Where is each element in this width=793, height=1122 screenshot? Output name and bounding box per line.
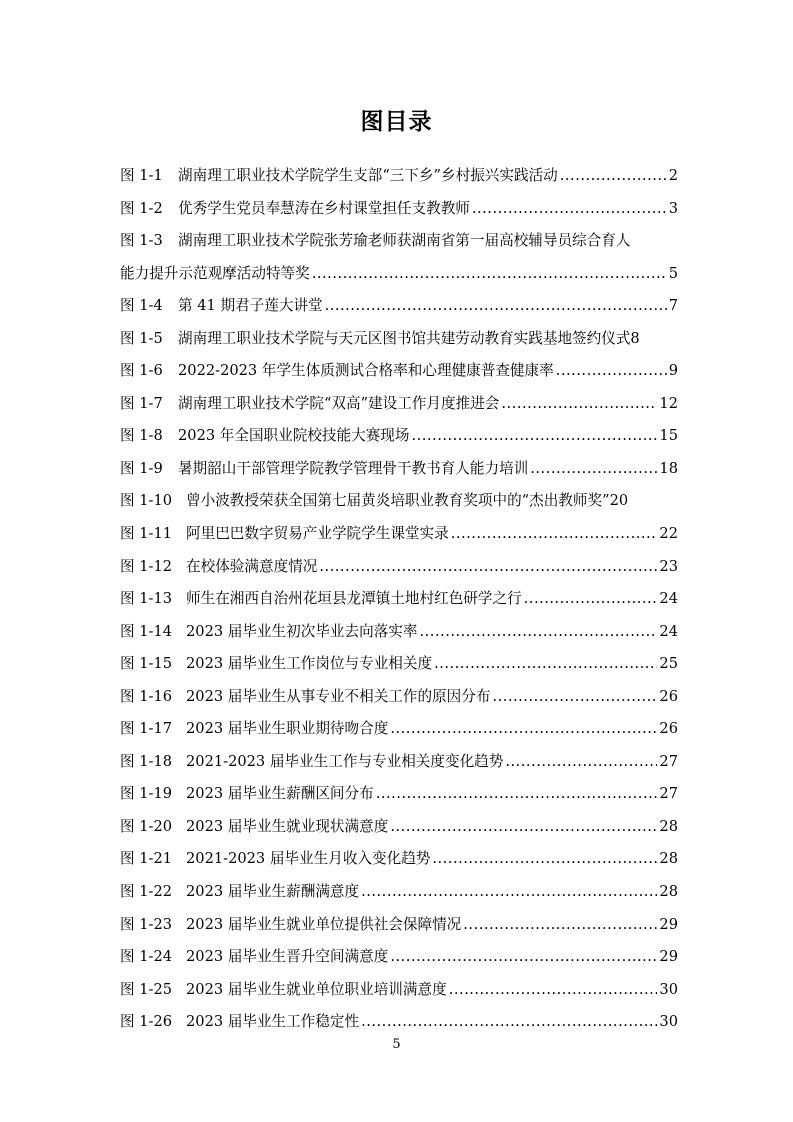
dot-leader xyxy=(492,681,657,714)
toc-entry-title: 2023 届毕业生职业期待吻合度 xyxy=(186,720,389,738)
toc-entry[interactable] xyxy=(120,909,678,942)
dot-leader xyxy=(361,1006,657,1039)
toc-entry-title: 2023 年全国职业院校技能大赛现场 xyxy=(178,427,410,445)
dot-leader xyxy=(556,355,667,388)
dot-leader xyxy=(420,616,658,649)
toc-entry-title: 2022-2023 年学生体质测试合格率和心理健康普查健康率 xyxy=(178,362,554,380)
toc-entry[interactable] xyxy=(120,225,678,258)
toc-entry-page: 29 xyxy=(659,948,678,966)
dot-leader xyxy=(472,193,667,226)
toc-entry-label: 图 1-13 xyxy=(120,590,173,608)
toc-entry-label: 图 1-25 xyxy=(120,980,173,998)
toc-entry-title: 2021-2023 届毕业生月收入变化趋势 xyxy=(186,850,431,868)
toc-entry-page: 26 xyxy=(659,720,678,738)
toc-entry-label: 图 1-8 xyxy=(120,427,163,445)
toc-entry-continuation[interactable] xyxy=(120,258,678,291)
toc-entry-title: 2023 届毕业生薪酬区间分布 xyxy=(186,785,374,803)
toc-entry-label: 图 1-23 xyxy=(120,915,173,933)
toc-entry[interactable] xyxy=(120,160,678,193)
dot-leader xyxy=(432,843,657,876)
toc-entry-label: 图 1-12 xyxy=(120,557,173,575)
toc-entry[interactable] xyxy=(120,485,678,518)
toc-entry-label: 图 1-5 xyxy=(120,329,163,347)
toc-entry[interactable] xyxy=(120,551,678,584)
toc-entry[interactable] xyxy=(120,453,678,486)
toc-entry[interactable] xyxy=(120,746,678,779)
toc-entry-label: 图 1-6 xyxy=(120,362,163,380)
toc-entry-title: 湖南理工职业技术学院与天元区图书馆共建劳动教育实践基地签约仪式 xyxy=(178,329,631,347)
toc-entry-label: 图 1-7 xyxy=(120,394,163,412)
toc-entry-label: 图 1-9 xyxy=(120,459,163,477)
toc-entry-page: 27 xyxy=(659,785,678,803)
toc-entry-label: 图 1-10 xyxy=(120,492,173,510)
toc-entry[interactable] xyxy=(120,713,678,746)
toc-entry[interactable] xyxy=(120,778,678,811)
toc-entry-label: 图 1-2 xyxy=(120,199,163,217)
toc-entry[interactable] xyxy=(120,616,678,649)
toc-entry-title: 2023 届毕业生就业单位提供社会保障情况 xyxy=(186,915,462,933)
dot-leader xyxy=(560,160,667,193)
toc-entry-label: 图 1-21 xyxy=(120,850,173,868)
toc-entry-title: 优秀学生党员奉慧涛在乡村课堂担任支教教师 xyxy=(178,199,470,217)
toc-entry-label: 图 1-22 xyxy=(120,883,173,901)
toc-entry-title: 暑期韶山干部管理学院教学管理骨干教书育人能力培训 xyxy=(178,459,529,477)
dot-leader xyxy=(434,648,657,681)
toc-entry-title: 2023 届毕业生从事专业不相关工作的原因分布 xyxy=(186,687,491,705)
toc-entry-title: 2023 届毕业生薪酬满意度 xyxy=(186,883,360,901)
dot-leader xyxy=(449,974,658,1007)
toc-entry[interactable] xyxy=(120,193,678,226)
toc-entry-page: 25 xyxy=(659,655,678,673)
toc-entry-page: 24 xyxy=(659,622,678,640)
toc-entry-label: 图 1-16 xyxy=(120,687,173,705)
toc-entry-label: 图 1-26 xyxy=(120,1013,173,1031)
toc-entry[interactable] xyxy=(120,583,678,616)
toc-entry-page: 7 xyxy=(668,297,678,315)
toc-entry-label: 图 1-24 xyxy=(120,948,173,966)
toc-entry-page: 27 xyxy=(659,752,678,770)
toc-entry-page: 28 xyxy=(659,817,678,835)
dot-leader xyxy=(319,551,657,584)
toc-entry-label: 图 1-15 xyxy=(120,655,173,673)
toc-entry-label: 图 1-1 xyxy=(120,167,163,184)
toc-entry-page: 3 xyxy=(668,199,678,217)
toc-entry[interactable] xyxy=(120,843,678,876)
toc-entry-title: 湖南理工职业技术学院学生支部“三下乡”乡村振兴实践活动 xyxy=(178,167,558,184)
toc-entry[interactable] xyxy=(120,876,678,909)
dot-leader xyxy=(361,876,657,909)
toc-entry-title: 湖南理工职业技术学院“双高”建设工作月度推进会 xyxy=(178,394,500,412)
toc-entry-page: 12 xyxy=(659,394,678,412)
dot-leader xyxy=(463,909,657,942)
toc-entry-label: 图 1-3 xyxy=(120,232,163,250)
toc-entry-page: 24 xyxy=(659,590,678,608)
toc-entry[interactable] xyxy=(120,648,678,681)
figure-list xyxy=(120,160,678,1039)
dot-leader xyxy=(312,258,667,291)
toc-entry-page: 30 xyxy=(659,980,678,998)
toc-entry[interactable] xyxy=(120,974,678,1007)
toc-entry-page: 2 xyxy=(668,167,678,184)
toc-entry-label: 图 1-19 xyxy=(120,785,173,803)
dot-leader xyxy=(524,583,658,616)
toc-entry-page: 26 xyxy=(659,687,678,705)
toc-entry-label: 图 1-11 xyxy=(120,525,173,543)
toc-entry-label: 图 1-17 xyxy=(120,720,173,738)
toc-entry-page: 22 xyxy=(659,525,678,543)
toc-entry-title-continued: 能力提升示范观摩活动特等奖 xyxy=(120,264,310,282)
dot-leader xyxy=(412,420,658,453)
toc-entry[interactable] xyxy=(120,290,678,323)
dot-leader xyxy=(325,290,667,323)
dot-leader xyxy=(505,746,657,779)
toc-entry[interactable] xyxy=(120,681,678,714)
toc-entry-label: 图 1-20 xyxy=(120,817,173,835)
page-number: 5 xyxy=(392,1037,401,1052)
toc-entry-page: 5 xyxy=(668,264,678,282)
toc-entry-page: 15 xyxy=(659,427,678,445)
toc-entry-title: 2023 届毕业生就业单位职业培训满意度 xyxy=(186,980,447,998)
toc-entry-title: 在校体验满意度情况 xyxy=(186,557,318,575)
toc-entry-title: 第 41 期君子莲大讲堂 xyxy=(178,297,323,315)
page-title: 图目录 xyxy=(360,109,433,135)
toc-entry-title: 2023 届毕业生初次毕业去向落实率 xyxy=(186,622,418,640)
dot-leader xyxy=(451,518,658,551)
toc-entry-title: 阿里巴巴数字贸易产业学院学生课堂实录 xyxy=(186,525,449,543)
toc-entry-label: 图 1-4 xyxy=(120,297,163,315)
dot-leader xyxy=(530,453,657,486)
toc-entry-title: 曾小波教授荣获全国第七届黄炎培职业教育奖项中的“杰出教师奖” xyxy=(186,492,610,510)
toc-entry-title: 湖南理工职业技术学院张芳瑜老师获湖南省第一届高校辅导员综合育人 xyxy=(178,232,631,250)
toc-entry-title: 2023 届毕业生就业现状满意度 xyxy=(186,817,389,835)
toc-entry-page: 20 xyxy=(609,492,629,510)
dot-leader xyxy=(390,713,657,746)
toc-entry-label: 图 1-14 xyxy=(120,622,173,640)
toc-entry[interactable] xyxy=(120,518,678,551)
dot-leader xyxy=(390,811,657,844)
toc-entry-page: 30 xyxy=(659,1013,678,1031)
toc-entry-title: 2023 届毕业生工作岗位与专业相关度 xyxy=(186,655,433,673)
toc-entry-title: 师生在湘西自治州花垣县龙潭镇土地村红色研学之行 xyxy=(186,590,522,608)
toc-entry-page: 8 xyxy=(630,329,640,347)
toc-entry-page: 29 xyxy=(659,915,678,933)
toc-entry[interactable] xyxy=(120,420,678,453)
toc-entry-title: 2023 届毕业生晋升空间满意度 xyxy=(186,948,389,966)
dot-leader xyxy=(501,388,657,421)
toc-entry[interactable] xyxy=(120,1006,678,1039)
toc-entry-title: 2023 届毕业生工作稳定性 xyxy=(186,1013,360,1031)
dot-leader xyxy=(390,941,657,974)
toc-entry-title: 2021-2023 届毕业生工作与专业相关度变化趋势 xyxy=(186,752,504,770)
toc-entry-page: 23 xyxy=(659,557,678,575)
toc-entry[interactable] xyxy=(120,811,678,844)
toc-entry-page: 28 xyxy=(659,850,678,868)
toc-entry[interactable] xyxy=(120,388,678,421)
toc-entry-page: 28 xyxy=(659,883,678,901)
toc-entry[interactable] xyxy=(120,355,678,388)
toc-entry-page: 18 xyxy=(659,459,678,477)
toc-entry-page: 9 xyxy=(668,362,678,380)
toc-entry[interactable] xyxy=(120,941,678,974)
dot-leader xyxy=(376,778,658,811)
toc-entry-label: 图 1-18 xyxy=(120,752,173,770)
toc-entry[interactable] xyxy=(120,323,678,356)
